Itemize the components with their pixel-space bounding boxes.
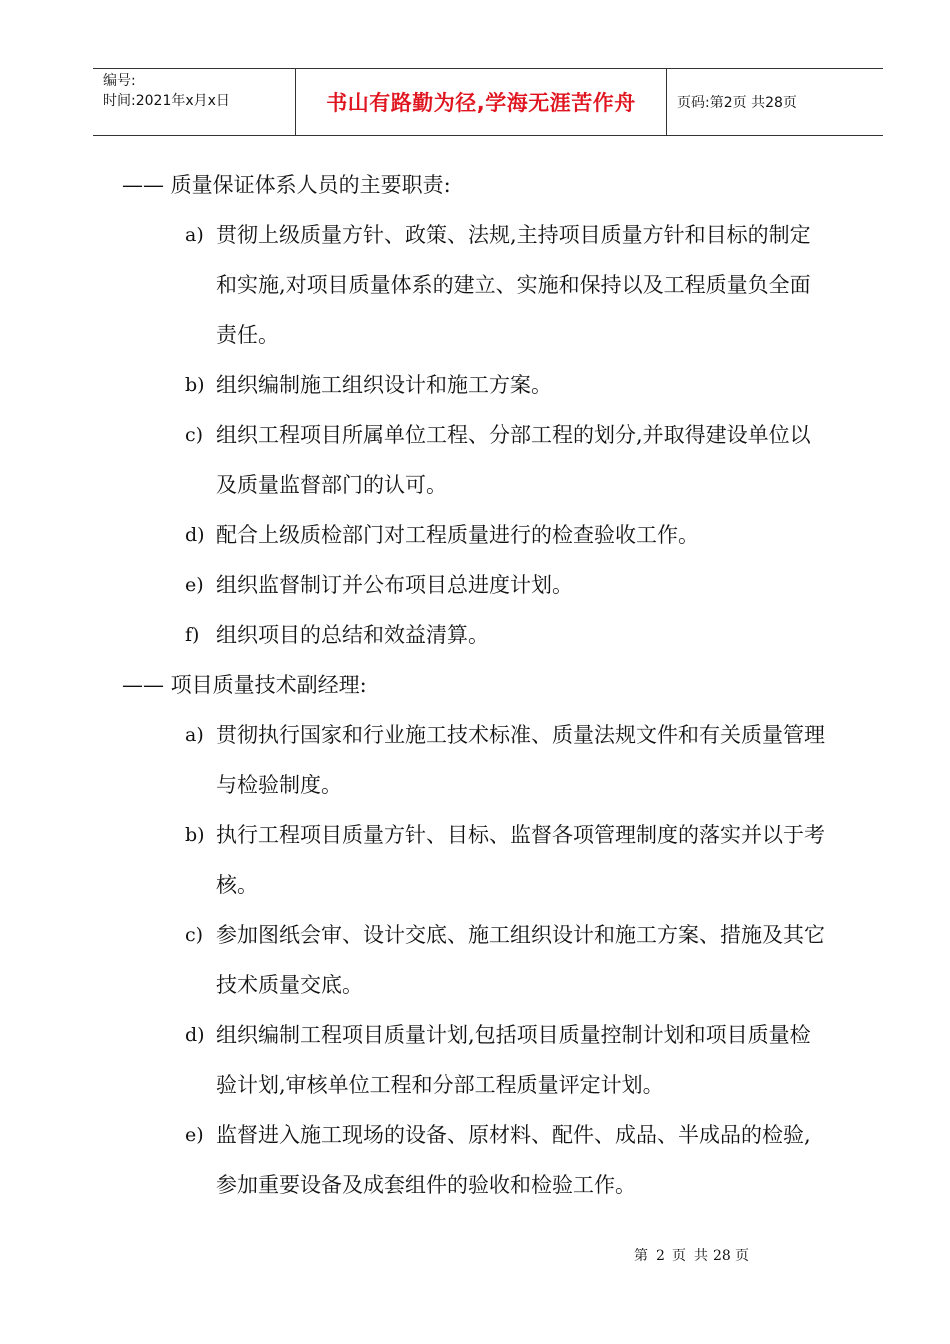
list-item-text: 贯彻执行国家和行业施工技术标准、质量法规文件和有关质量管理 — [216, 723, 825, 747]
list-item-label: c) — [185, 424, 204, 446]
list-item-text: 配合上级质检部门对工程质量进行的检查验收工作。 — [216, 523, 699, 547]
header-page-cell — [667, 69, 883, 135]
header-meta — [93, 69, 295, 135]
footer-gong: 共 — [694, 1248, 708, 1264]
list-item-label: d) — [185, 1024, 205, 1046]
list-item-label: e) — [185, 1124, 204, 1146]
list-item-label: d) — [185, 524, 205, 546]
list-item-text: 技术质量交底。 — [216, 973, 363, 997]
list-item-label: f) — [185, 624, 200, 646]
footer-ye: 页 — [672, 1248, 686, 1264]
footer-page-number: 2 — [656, 1248, 665, 1264]
list-item-label: b) — [185, 374, 205, 396]
list-item-text: 组织项目的总结和效益清算。 — [216, 623, 489, 647]
list-item-text: 及质量监督部门的认可。 — [216, 473, 447, 497]
list-item-text: 组织工程项目所属单位工程、分部工程的划分,并取得建设单位以 — [216, 423, 811, 447]
list-item-text: 责任。 — [216, 323, 279, 347]
footer-di: 第 — [634, 1248, 648, 1264]
list-item-text: 执行工程项目质量方针、目标、监督各项管理制度的落实并以于考 — [216, 823, 825, 847]
list-item-text: 参加重要设备及成套组件的验收和检验工作。 — [216, 1173, 636, 1197]
list-item-label: a) — [185, 224, 204, 246]
list-item-text: 参加图纸会审、设计交底、施工组织设计和施工方案、措施及其它 — [216, 923, 825, 947]
list-item-text: 组织编制施工组织设计和施工方案。 — [216, 373, 552, 397]
list-item-label: b) — [185, 824, 205, 846]
section-heading: —— 质量保证体系人员的主要职责: — [122, 173, 451, 197]
section-heading: —— 项目质量技术副经理: — [122, 673, 367, 697]
list-item-text: 和实施,对项目质量体系的建立、实施和保持以及工程质量负全面 — [216, 273, 811, 297]
header-motto-cell — [295, 69, 667, 135]
list-item-text: 核。 — [216, 873, 258, 897]
footer-page-total: 28 — [713, 1248, 731, 1264]
list-item-text: 组织监督制订并公布项目总进度计划。 — [216, 573, 573, 597]
list-item-text: 监督进入施工现场的设备、原材料、配件、成品、半成品的检验, — [216, 1123, 811, 1147]
header-page-info: 页码:第2页 共28页 — [677, 95, 797, 111]
document-header — [93, 68, 883, 136]
list-item-text: 验计划,审核单位工程和分部工程质量评定计划。 — [216, 1073, 664, 1097]
list-item-label: e) — [185, 574, 204, 596]
list-item-text: 与检验制度。 — [216, 773, 342, 797]
code-label: 编号: — [103, 73, 136, 89]
header-motto: 书山有路勤为径,学海无涯苦作舟 — [326, 91, 636, 115]
list-item-text: 组织编制工程项目质量计划,包括项目质量控制计划和项目质量检 — [216, 1023, 811, 1047]
list-item-label: a) — [185, 724, 204, 746]
list-item-label: c) — [185, 924, 204, 946]
time-label: 时间:2021年x月x日 — [103, 93, 230, 109]
footer-ye2: 页 — [735, 1248, 749, 1264]
list-item-text: 贯彻上级质量方针、政策、法规,主持项目质量方针和目标的制定 — [216, 223, 811, 247]
